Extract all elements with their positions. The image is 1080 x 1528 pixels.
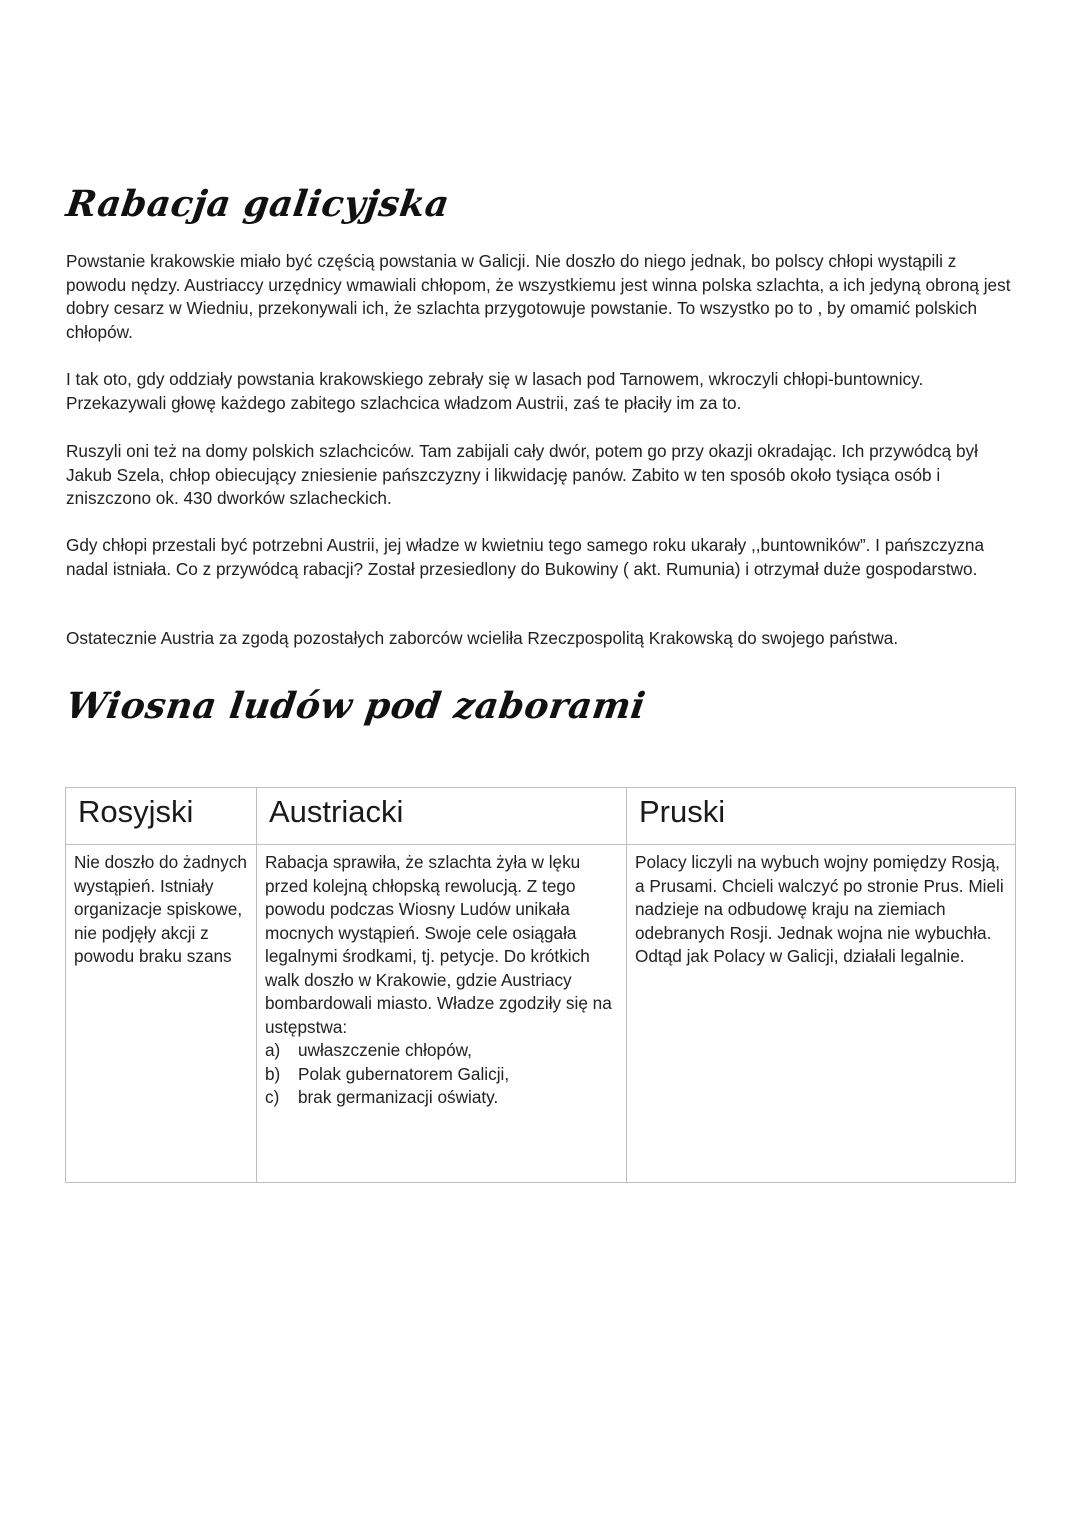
heading-wiosna-ludow: Wiosna ludów pod zaborami [63, 685, 649, 727]
list-marker: a) [265, 1040, 281, 1060]
paragraph-2: I tak oto, gdy oddziały powstania krakowskiego zebrały się w lasach pod Tarnowem, wkroczyli chłopi-buntownicy. Przekazywali głowę każdego zabitego szlachcica władzom Austrii, zaś te płaciły im za to. [66, 369, 924, 413]
header-austriacki: Austriacki [257, 788, 627, 845]
paragraph-4: Gdy chłopi przestali być potrzebni Austrii, jej władze w kwietniu tego samego roku ukarały ,,buntowników”. I pańszczyzna nadal istniała. Co z przywódcą rabacji? Został przesiedlony do Bukowiny ( akt. Rumunia) i otrzymał duże gospodarstwo. [66, 535, 985, 579]
table-row [66, 845, 1016, 1183]
list-item [265, 1039, 618, 1063]
list-item [265, 1086, 618, 1110]
list-item-text: Polak gubernatorem Galicji, [298, 1063, 510, 1084]
list-item-text: uwłaszczenie chłopów, [298, 1040, 472, 1060]
heading-rabacja-galicyjska: Rabacja galicyjska [63, 183, 453, 225]
cell-austriacki-text: Rabacja sprawiła, że szlachta żyła w lęku przed kolejną chłopską rewolucją. Z tego powodu podczas Wiosny Ludów unikała mocnych wystąpień. Swoje cele osiągała legalnymi środkami, tj. petycje. Do krótkich walk doszło w Krakowie, gdzie Austriacy bombardowali miasto. Władze zgodziły się na ustępstwa: [265, 852, 612, 1037]
cell-rosyjski [66, 845, 257, 1183]
header-rosyjski: Rosyjski [66, 788, 257, 845]
cell-austriacki [257, 845, 627, 1183]
list-item [265, 1063, 618, 1087]
concessions-list [265, 1039, 618, 1110]
list-marker: c) [265, 1087, 280, 1107]
cell-rosyjski-text: Nie doszło do żadnych wystąpień. Istniały organizacje spiskowe, nie podjęły akcji z powodu braku szans [74, 852, 247, 966]
paragraph-5: Ostatecznie Austria za zgodą pozostałych zaborców wcieliła Rzeczpospolitą Krakowską do swojego państwa. [66, 628, 899, 648]
cell-pruski-text: Polacy liczyli na wybuch wojny pomiędzy Rosją, a Prusami. Chcieli walczyć po stronie Prus. Mieli nadzieje na odbudowę kraju na ziemiach odebranych Rosji. Jednak wojna nie wybuchła. Odtąd jak Polacy w Galicji, działali legalnie. [635, 852, 1004, 966]
list-item-text: brak germanizacji oświaty. [298, 1087, 499, 1107]
partitions-table [65, 787, 1016, 1183]
list-marker: b) [265, 1063, 281, 1084]
table-header-row [66, 788, 1016, 845]
paragraph-1: Powstanie krakowskie miało być częścią powstania w Galicji. Nie doszło do niego jednak, bo polscy chłopi wystąpili z powodu nędzy. Austriaccy urzędnicy wmawiali chłopom, że wszystkiemu jest winna polska szlachta, a ich jedyną obroną jest dobry cesarz w Wiedniu, przekonywali ich, że szlachta przygotowuje powstanie. To wszystko po to , by omamić polskich chłopów. [66, 251, 1011, 342]
cell-pruski [627, 845, 1016, 1183]
header-pruski: Pruski [627, 788, 1016, 845]
paragraph-3: Ruszyli oni też na domy polskich szlachciców. Tam zabijali cały dwór, potem go przy okazji okradając. Ich przywódcą był Jakub Szela, chłop obiecujący zniesienie pańszczyzny i likwidację panów. Zabito w ten sposób około tysiąca osób i zniszczono ok. 430 dworków szlacheckich. [66, 441, 978, 508]
